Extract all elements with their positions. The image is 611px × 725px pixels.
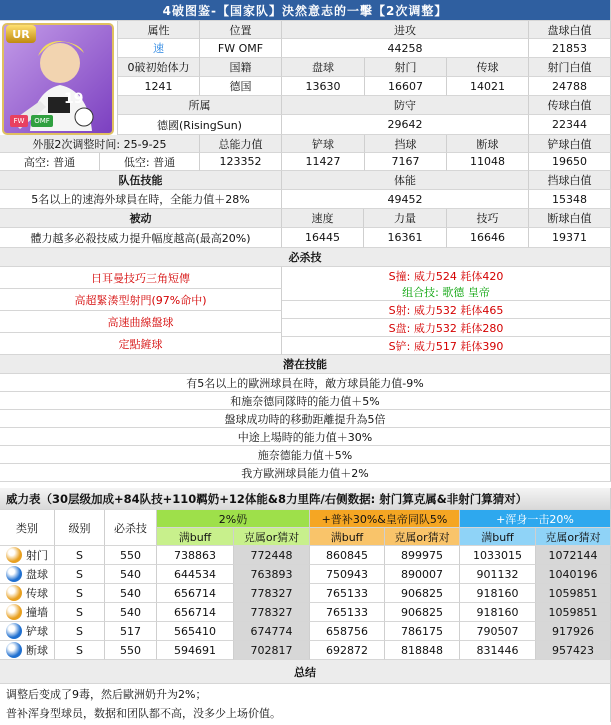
power-row: [0, 546, 611, 565]
label-total: 总能力值: [200, 135, 282, 153]
power-value-cell: 906825: [385, 603, 460, 622]
info-row-7: [0, 135, 611, 153]
label-speed: 速度: [282, 209, 364, 228]
power-value-cell: 1033015: [460, 546, 536, 565]
skill-detail-2: S射: 威力532 耗体465: [282, 301, 611, 319]
power-skill-cell: 550: [105, 546, 157, 565]
value-dribble-white: 21853: [529, 39, 611, 58]
summary-header: 总结: [0, 660, 611, 684]
label-pass: 传球: [447, 58, 529, 77]
summary-header-row: [0, 660, 611, 684]
power-value-cell: 656714: [157, 584, 234, 603]
latent-line-4: 中途上場時的能力值＋30%: [0, 428, 611, 446]
power-value-cell: 899975: [385, 546, 460, 565]
page-title: 4破图鉴-【国家队】決然意志的一擊【2次调整】: [0, 0, 611, 21]
sub-counter-3: 克属or猜对: [536, 528, 611, 546]
power-value-cell: 790507: [460, 622, 536, 641]
power-skill-cell: 540: [105, 584, 157, 603]
power-title-row: [0, 488, 611, 510]
power-value-cell: 778327: [234, 584, 310, 603]
skills-detail-column: [282, 267, 611, 355]
label-initial-stamina: 0破初始体力: [118, 58, 200, 77]
power-type-label: 射门: [26, 549, 48, 562]
value-block-white: 15348: [529, 190, 611, 209]
label-dribble-white: 盘球白值: [529, 21, 611, 39]
power-table-title: 威力表（30层级加成+84队技+110羁奶+12体能&8力里阵/右侧数据: 射门算克属&非射门算猜对）: [0, 488, 611, 510]
value-dribble: 13630: [282, 77, 365, 96]
player-card-image: [0, 21, 118, 139]
power-rows: [0, 546, 611, 660]
sub-full-buff-3: 满buff: [460, 528, 536, 546]
value-total: 123352: [200, 153, 282, 171]
power-type-label: 传球: [26, 587, 48, 600]
power-value-cell: 1072144: [536, 546, 611, 565]
skill-type-icon: [6, 547, 22, 563]
power-value-cell: 906825: [385, 584, 460, 603]
skill-name-1: 日耳曼技巧三角短傳: [0, 267, 282, 289]
rarity-badge: UR: [6, 25, 36, 43]
label-club: 所属: [118, 96, 282, 115]
power-value-cell: 674774: [234, 622, 310, 641]
skill-detail-3: S盘: 威力532 耗体280: [282, 319, 611, 337]
info-row-11: [0, 209, 611, 228]
label-block: 挡球: [365, 135, 447, 153]
value-stamina: 49452: [282, 190, 529, 209]
label-block-white: 挡球白值: [529, 171, 611, 190]
power-value-cell: 918160: [460, 603, 536, 622]
latent-header-row: [0, 355, 611, 374]
power-value-cell: 594691: [157, 641, 234, 660]
info-row-3: [118, 58, 611, 77]
value-high-ball: 高空: 普通: [0, 153, 100, 171]
label-adjust-date: 外服2次调整时间: 25-9-25: [0, 135, 200, 153]
latent-line-1: 有5名以上的歐洲球員在時，敵方球員能力值-9%: [0, 374, 611, 392]
skill-type-icon: [6, 623, 22, 639]
value-passive: 體力越多必殺技威力提升幅度越高(最高20%): [0, 228, 282, 248]
group-full-strike: +浑身一击20%: [460, 510, 611, 528]
power-type-cell: [0, 584, 55, 603]
label-shoot: 射门: [365, 58, 447, 77]
power-value-cell: 765133: [310, 584, 385, 603]
power-type-cell: [0, 565, 55, 584]
label-passive: 被动: [0, 209, 282, 228]
power-level-cell: S: [55, 546, 105, 565]
skill-type-icon: [6, 604, 22, 620]
power-level-cell: S: [55, 565, 105, 584]
power-value-cell: 901132: [460, 565, 536, 584]
skill-combo: 组合技: 歌德 皇帝: [282, 284, 611, 301]
value-block: 7167: [365, 153, 447, 171]
power-value-cell: 918160: [460, 584, 536, 603]
summary-line-2: 普补浑身型球员，数据和团队都不高，没多少上场价值。: [0, 703, 611, 722]
info-row-5: [118, 96, 611, 115]
value-tackle-white: 19650: [529, 153, 611, 171]
value-attribute: 速: [118, 39, 200, 58]
jersey-number: 19: [64, 91, 84, 107]
label-intercept: 断球: [447, 135, 529, 153]
power-value-cell: 656714: [157, 603, 234, 622]
label-attribute: 属性: [118, 21, 200, 39]
power-value-cell: 738863: [157, 546, 234, 565]
power-value-cell: 765133: [310, 603, 385, 622]
skill-type-icon: [6, 566, 22, 582]
title-bar: [0, 0, 611, 21]
power-value-cell: 818848: [385, 641, 460, 660]
sub-counter-2: 克属or猜对: [385, 528, 460, 546]
info-row-8: [0, 153, 611, 171]
power-value-cell: 565410: [157, 622, 234, 641]
power-value-cell: 702817: [234, 641, 310, 660]
col-skill: 必杀技: [105, 510, 157, 546]
skills-header: 必杀技: [0, 248, 611, 267]
info-row-4: [118, 77, 611, 96]
label-tackle-white: 铲球白值: [529, 135, 611, 153]
power-value-cell: 778327: [234, 603, 310, 622]
power-value-cell: 772448: [234, 546, 310, 565]
power-value-cell: 917926: [536, 622, 611, 641]
info-row-2: [118, 39, 611, 58]
value-club: 德國(RisingSun): [118, 115, 282, 135]
power-type-label: 铲球: [26, 625, 48, 638]
value-position: FW OMF: [200, 39, 282, 58]
power-type-label: 撞墙: [26, 606, 48, 619]
power-row: [0, 641, 611, 660]
label-pass-white: 传球白值: [529, 96, 611, 115]
power-value-cell: 786175: [385, 622, 460, 641]
power-row: [0, 584, 611, 603]
value-team-skill: 5名以上的速海外球員在時，全能力值＋28%: [0, 190, 282, 209]
summary-body: [0, 684, 611, 722]
latent-header: 潜在技能: [0, 355, 611, 374]
power-row: [0, 622, 611, 641]
power-type-label: 盘球: [26, 568, 48, 581]
value-pass-white: 22344: [529, 115, 611, 135]
value-attack: 44258: [282, 39, 529, 58]
power-value-cell: 1059851: [536, 603, 611, 622]
skills-name-column: [0, 267, 282, 355]
power-level-cell: S: [55, 584, 105, 603]
power-value-cell: 1059851: [536, 584, 611, 603]
power-value-cell: 860845: [310, 546, 385, 565]
latent-line-5: 施奈德能力值＋5%: [0, 446, 611, 464]
skills-header-row: [0, 248, 611, 267]
value-pass: 14021: [447, 77, 529, 96]
info-row-12: [0, 228, 611, 248]
power-value-cell: 957423: [536, 641, 611, 660]
power-type-label: 断球: [26, 644, 48, 657]
label-shoot-white: 射门白值: [529, 58, 611, 77]
position-badge-omf: OMF: [31, 115, 53, 127]
power-type-cell: [0, 641, 55, 660]
skill-name-2: 高超緊湊型射門(97%命中): [0, 289, 282, 311]
power-skill-cell: 540: [105, 565, 157, 584]
label-attack: 进攻: [282, 21, 529, 39]
value-shoot: 16607: [365, 77, 447, 96]
col-type: 类别: [0, 510, 55, 546]
label-technique: 技巧: [447, 209, 529, 228]
power-value-cell: 831446: [460, 641, 536, 660]
value-technique: 16646: [447, 228, 529, 248]
info-row-1: [118, 21, 611, 39]
value-tackle: 11427: [282, 153, 365, 171]
value-shoot-white: 24788: [529, 77, 611, 96]
group-normal-support: +普补30%&皇帝同队5%: [310, 510, 460, 528]
label-team-skill: 队伍技能: [0, 171, 282, 190]
power-skill-cell: 550: [105, 641, 157, 660]
power-value-cell: 763893: [234, 565, 310, 584]
skill-name-3: 高速曲線盤球: [0, 311, 282, 333]
label-nationality: 国籍: [200, 58, 282, 77]
value-power: 16361: [364, 228, 447, 248]
skill-type-icon: [6, 642, 22, 658]
skill-detail-1: S撞: 威力524 耗体420: [282, 267, 611, 284]
power-header: [0, 510, 611, 546]
group-milk-2: 2%奶: [157, 510, 310, 528]
power-type-cell: [0, 603, 55, 622]
label-power: 力量: [364, 209, 447, 228]
latent-line-2: 和施奈德同隊時的能力值＋5%: [0, 392, 611, 410]
skill-name-4: 定點鏟球: [0, 333, 282, 355]
info-row-10: [0, 190, 611, 209]
power-value-cell: 658756: [310, 622, 385, 641]
label-dribble: 盘球: [282, 58, 365, 77]
latent-line-6: 我方歐洲球員能力值＋2%: [0, 464, 611, 482]
col-level: 级别: [55, 510, 105, 546]
label-tackle: 铲球: [282, 135, 365, 153]
sub-counter-1: 克属or猜对: [234, 528, 310, 546]
skill-detail-4: S铲: 威力517 耗体390: [282, 337, 611, 355]
summary-line-1: 调整后变成了9毒，然后歐洲奶升为2%；: [0, 684, 611, 703]
label-defense: 防守: [282, 96, 529, 115]
power-value-cell: 750943: [310, 565, 385, 584]
power-level-cell: S: [55, 622, 105, 641]
sub-full-buff-1: 满buff: [157, 528, 234, 546]
skill-type-icon: [6, 585, 22, 601]
power-value-cell: 644534: [157, 565, 234, 584]
power-skill-cell: 540: [105, 603, 157, 622]
value-low-ball: 低空: 普通: [100, 153, 200, 171]
latent-list: [0, 374, 611, 482]
power-row: [0, 603, 611, 622]
value-nationality: 德国: [200, 77, 282, 96]
power-skill-cell: 517: [105, 622, 157, 641]
value-speed: 16445: [282, 228, 364, 248]
power-level-cell: S: [55, 641, 105, 660]
label-position: 位置: [200, 21, 282, 39]
label-stamina: 体能: [282, 171, 529, 190]
value-initial-stamina: 1241: [118, 77, 200, 96]
info-row-6: [118, 115, 611, 135]
power-value-cell: 692872: [310, 641, 385, 660]
value-defense: 29642: [282, 115, 529, 135]
info-row-9: [0, 171, 611, 190]
power-type-cell: [0, 622, 55, 641]
position-badge-fw: FW: [10, 115, 28, 127]
latent-line-3: 盤球成功時的移動距離提升為5倍: [0, 410, 611, 428]
power-row: [0, 565, 611, 584]
label-intercept-white: 断球白值: [529, 209, 611, 228]
value-intercept-white: 19371: [529, 228, 611, 248]
power-value-cell: 890007: [385, 565, 460, 584]
power-level-cell: S: [55, 603, 105, 622]
value-intercept: 11048: [447, 153, 529, 171]
sub-full-buff-2: 满buff: [310, 528, 385, 546]
power-value-cell: 1040196: [536, 565, 611, 584]
power-type-cell: [0, 546, 55, 565]
